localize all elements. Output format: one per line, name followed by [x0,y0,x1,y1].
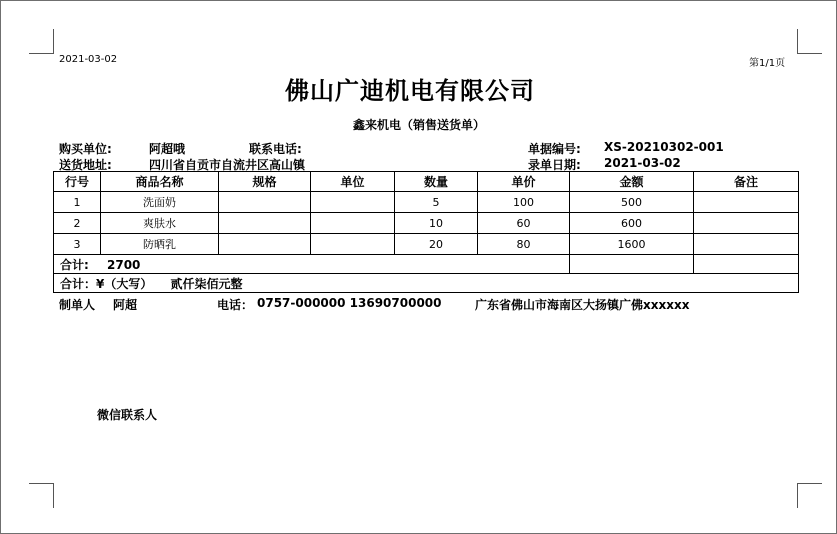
phone-label: 联系电话: [249,142,302,156]
cell-spec [219,192,311,213]
tel-label: 电话： [217,298,254,312]
entry-date-value: 2021-03-02 [604,156,681,170]
crop-mark-top-right [797,29,822,54]
table-row [54,213,799,234]
address-value: 四川省自贡市自流井区高山镇 [149,158,306,172]
cell-unit-price: 60 [478,213,570,234]
total-amount-cell [570,255,694,274]
cell-quantity: 5 [395,192,478,213]
col-header-spec: 规格 [219,172,311,192]
total-cell [54,255,570,274]
crop-mark-bottom-right [797,483,822,508]
cell-quantity: 20 [395,234,478,255]
cell-unit [311,234,395,255]
cell-amount: 500 [570,192,694,213]
doc-number-value: XS-20210302-001 [604,140,724,154]
cell-line-no: 1 [54,192,101,213]
col-header-quantity: 数量 [395,172,478,192]
col-header-unit: 单位 [311,172,395,192]
table-header-row [54,172,799,192]
wechat-contact-label: 微信联系人 [97,408,158,422]
cell-line-no: 2 [54,213,101,234]
cell-product-name: 防晒乳 [101,234,219,255]
col-header-remarks: 备注 [694,172,799,192]
col-header-line-no: 行号 [54,172,101,192]
cell-spec [219,213,311,234]
entry-date-label: 录单日期: [528,158,581,172]
buyer-label: 购买单位: [59,142,112,156]
total-row [54,255,799,274]
items-table [53,171,799,293]
col-header-amount: 金额 [570,172,694,192]
cell-amount: 1600 [570,234,694,255]
crop-mark-bottom-left [29,483,54,508]
cell-unit-price: 100 [478,192,570,213]
total-remarks-cell [694,255,799,274]
total-words-row [54,274,799,293]
print-date: 2021-03-02 [59,54,118,65]
total-words-label: 合计：¥（大写） [60,276,153,291]
cell-quantity: 10 [395,213,478,234]
cell-line-no: 3 [54,234,101,255]
total-words-value: 贰仟柒佰元整 [170,276,243,291]
company-title: 佛山广迪机电有限公司 [285,77,535,105]
footer-address: 广东省佛山市海南区大扬镇广佛xxxxxx [475,298,690,312]
document-subtitle: 鑫来机电（销售送货单） [353,118,486,132]
doc-number-label: 单据编号: [528,142,581,156]
cell-product-name: 洗面奶 [101,192,219,213]
col-header-unit-price: 单价 [478,172,570,192]
col-header-product-name: 商品名称 [101,172,219,192]
cell-remarks [694,213,799,234]
tel-value: 0757-000000 13690700000 [257,296,442,310]
crop-mark-top-left [29,29,54,54]
cell-remarks [694,192,799,213]
table-row [54,192,799,213]
cell-remarks [694,234,799,255]
cell-unit-price: 80 [478,234,570,255]
cell-unit [311,213,395,234]
maker-label: 制单人 [59,298,96,312]
page-indicator: 第1/1页 [749,58,786,69]
total-words-cell [54,274,799,293]
maker-value: 阿超 [113,298,138,312]
cell-spec [219,234,311,255]
cell-amount: 600 [570,213,694,234]
table-row [54,234,799,255]
total-label: 合计: [60,257,89,272]
buyer-value: 阿超哦 [149,142,186,156]
total-value: 2700 [107,257,141,272]
cell-unit [311,192,395,213]
address-label: 送货地址: [59,158,112,172]
cell-product-name: 爽肤水 [101,213,219,234]
